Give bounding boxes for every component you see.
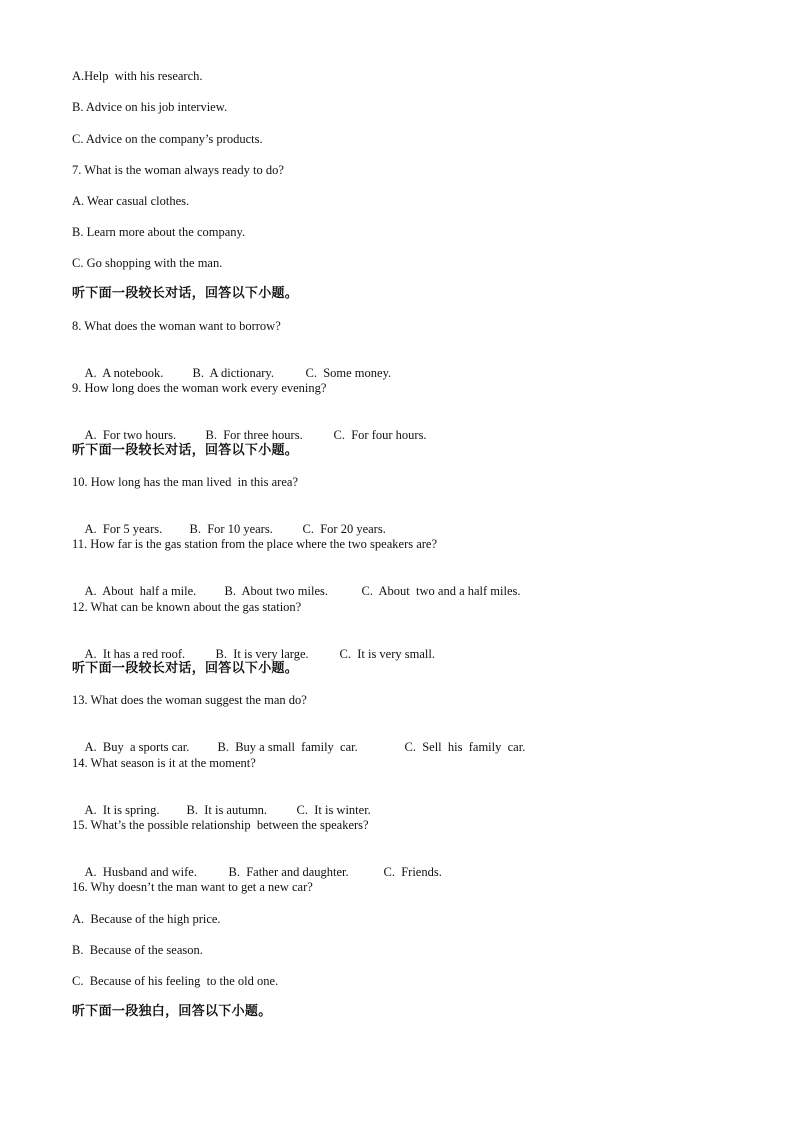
question-12: 12. What can be known about the gas station? (72, 600, 302, 614)
section-heading-4: 听下面一段独白，回答以下小题。 (72, 1004, 272, 1019)
question-11-option-b: B. About two miles. (224, 584, 328, 598)
question-13-option-a: A. Buy a sports car. (84, 740, 190, 754)
question-8-option-c: C. Some money. (305, 366, 392, 380)
section-heading-2: 听下面一段较长对话，回答以下小题。 (72, 443, 299, 458)
question-10-option-b: B. For 10 years. (189, 522, 273, 536)
section-heading-1: 听下面一段较长对话，回答以下小题。 (72, 286, 299, 301)
question-10-option-c: C. For 20 years. (302, 522, 386, 536)
option-a-help-research: A.Help with his research. (72, 69, 203, 83)
question-11: 11. How far is the gas station from the place where the two speakers are? (72, 537, 438, 551)
question-14-option-c: C. It is winter. (296, 803, 371, 817)
question-9: 9. How long does the woman work every evening? (72, 381, 327, 395)
question-12-option-c: C. It is very small. (339, 647, 435, 661)
question-9-option-b: B. For three hours. (205, 428, 303, 442)
question-13-option-c: C. Sell his family car. (404, 740, 526, 754)
section-heading-3: 听下面一段较长对话，回答以下小题。 (72, 661, 299, 676)
question-7-option-c: C. Go shopping with the man. (72, 256, 223, 270)
question-11-option-c: C. About two and a half miles. (361, 584, 521, 598)
question-7: 7. What is the woman always ready to do? (72, 163, 284, 177)
question-14-option-b: B. It is autumn. (186, 803, 268, 817)
question-9-option-a: A. For two hours. (84, 428, 177, 442)
question-16-option-c: C. Because of his feeling to the old one. (72, 974, 279, 988)
question-11-option-a: A. About half a mile. (84, 584, 197, 598)
question-12-option-b: B. It is very large. (215, 647, 309, 661)
question-10: 10. How long has the man lived in this area? (72, 475, 298, 489)
question-16-option-a: A. Because of the high price. (72, 912, 221, 926)
question-8-option-a: A. A notebook. (84, 366, 164, 380)
question-14-option-a: A. It is spring. (84, 803, 160, 817)
question-16: 16. Why doesn’t the man want to get a new car? (72, 880, 313, 894)
question-7-option-a: A. Wear casual clothes. (72, 194, 190, 208)
question-7-option-b: B. Learn more about the company. (72, 225, 246, 239)
question-10-option-a: A. For 5 years. (84, 522, 163, 536)
question-15-option-a: A. Husband and wife. (84, 865, 197, 879)
question-8-option-b: B. A dictionary. (192, 366, 274, 380)
question-13-option-b: B. Buy a small family car. (217, 740, 358, 754)
question-16-option-b: B. Because of the season. (72, 943, 203, 957)
question-14: 14. What season is it at the moment? (72, 756, 256, 770)
question-15-option-b: B. Father and daughter. (228, 865, 349, 879)
option-b-job-interview: B. Advice on his job interview. (72, 100, 228, 114)
question-13: 13. What does the woman suggest the man do? (72, 693, 307, 707)
question-15-option-c: C. Friends. (383, 865, 442, 879)
question-9-option-c: C. For four hours. (333, 428, 427, 442)
question-12-option-a: A. It has a red roof. (84, 647, 186, 661)
question-8: 8. What does the woman want to borrow? (72, 319, 281, 333)
question-15: 15. What’s the possible relationship between the speakers? (72, 818, 369, 832)
option-c-company-products: C. Advice on the company’s products. (72, 132, 263, 146)
